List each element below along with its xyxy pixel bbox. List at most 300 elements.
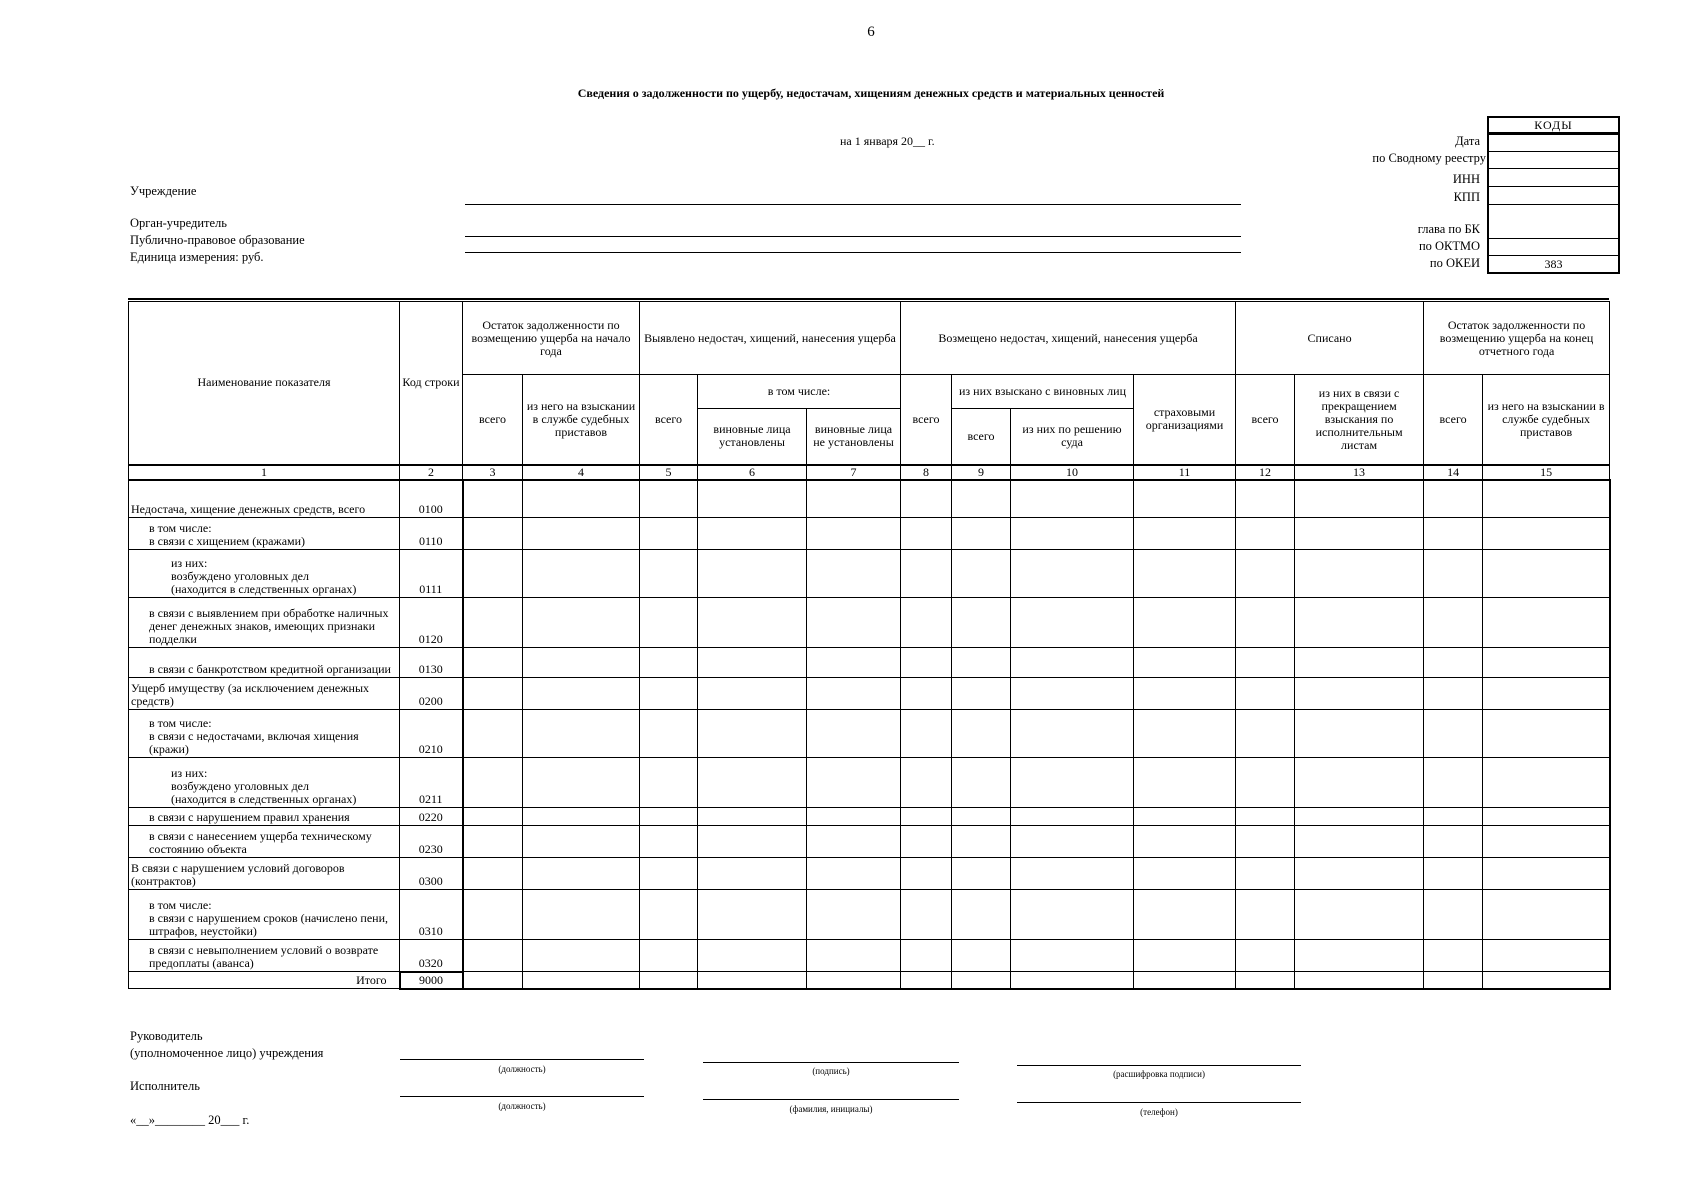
value-cell[interactable] [1483,890,1610,940]
value-cell[interactable] [640,972,698,989]
row-code: 0110 [400,518,463,550]
value-cell[interactable] [952,826,1011,858]
value-cell[interactable] [1134,890,1236,940]
value-cell[interactable] [1011,940,1134,972]
value-cell[interactable] [523,758,640,808]
value-cell[interactable] [1011,808,1134,826]
head-signature-line[interactable] [703,1062,959,1063]
code-date-label: Дата [1455,134,1480,148]
founder-label: Орган-учредитель [130,216,227,230]
value-cell[interactable] [807,808,901,826]
value-cell[interactable] [698,972,807,989]
value-cell[interactable] [640,678,698,710]
value-cell[interactable] [901,480,952,518]
value-cell[interactable] [1236,972,1295,989]
codes-header: КОДЫ [1487,116,1620,133]
value-cell[interactable] [1295,940,1424,972]
value-cell[interactable] [1424,890,1483,940]
header-writs: из них в связи с прекращением взыскания по исполнительным листам [1295,375,1424,465]
value-cell[interactable] [1424,858,1483,890]
value-cell[interactable] [1483,710,1610,758]
value-cell[interactable] [1134,758,1236,808]
header-compensated: Возмещено недостач, хищений, нанесения ущерба [901,302,1236,375]
value-cell[interactable] [463,710,523,758]
row-code: 0300 [400,858,463,890]
row-name: В связи с нарушением условий договоров (контрактов) [129,858,400,890]
value-cell[interactable] [1011,972,1134,989]
table-row [129,710,1610,758]
row-name: в связи с невыполнением условий о возврате предоплаты (аванса) [129,940,400,972]
value-cell[interactable] [463,550,523,598]
value-cell[interactable] [640,808,698,826]
code-kpp-cell [1487,187,1620,205]
table-row [129,808,1610,826]
value-cell[interactable] [463,598,523,648]
row-code: 0100 [400,480,463,518]
value-cell[interactable] [523,972,640,989]
value-cell[interactable] [1483,678,1610,710]
value-cell[interactable] [901,858,952,890]
column-number: 10 [1011,465,1134,480]
value-cell[interactable] [1295,858,1424,890]
value-cell[interactable] [523,598,640,648]
value-cell[interactable] [952,940,1011,972]
value-cell[interactable] [1011,710,1134,758]
code-date-cell [1487,133,1620,152]
value-cell[interactable] [463,890,523,940]
value-cell[interactable] [807,972,901,989]
value-cell[interactable] [807,826,901,858]
value-cell[interactable] [1134,480,1236,518]
value-cell[interactable] [807,758,901,808]
header-closing-bailiffs: из него на взыскании в службе судебных приставов [1483,375,1610,465]
value-cell[interactable] [1011,758,1134,808]
row-name: Итого [129,972,400,989]
value-cell[interactable] [523,678,640,710]
code-registry-label: по Сводному реестру [1372,151,1486,165]
value-cell[interactable] [807,598,901,648]
value-cell[interactable] [1134,826,1236,858]
header-culprits-known: виновные лица установлены [698,409,807,465]
table-body [129,480,1610,989]
value-cell[interactable] [1424,648,1483,678]
value-cell[interactable] [640,758,698,808]
executor-phone-line[interactable] [1017,1102,1301,1103]
executor-position-line[interactable] [400,1096,644,1097]
value-cell[interactable] [901,826,952,858]
value-cell[interactable] [698,858,807,890]
header-name: Наименование показателя [129,302,400,465]
public-entity-label: Публично-правовое образование [130,233,305,247]
value-cell[interactable] [698,648,807,678]
value-cell[interactable] [952,550,1011,598]
column-number: 6 [698,465,807,480]
value-cell[interactable] [523,808,640,826]
value-cell[interactable] [1295,598,1424,648]
value-cell[interactable] [1295,826,1424,858]
executor-name-caption: (фамилия, инициалы) [789,1104,873,1114]
value-cell[interactable] [698,710,807,758]
value-cell[interactable] [1236,518,1295,550]
code-bk-label: глава по БК [1417,222,1480,236]
head-signature-caption: (подпись) [812,1066,850,1076]
table-row [129,678,1610,710]
column-number: 15 [1483,465,1610,480]
value-cell[interactable] [640,858,698,890]
value-cell[interactable] [463,972,523,989]
column-number: 11 [1134,465,1236,480]
head-position-line[interactable] [400,1059,644,1060]
value-cell[interactable] [1134,710,1236,758]
value-cell[interactable] [1236,858,1295,890]
value-cell[interactable] [1134,518,1236,550]
row-code: 0200 [400,678,463,710]
row-code: 9000 [400,972,463,989]
row-code: 0111 [400,550,463,598]
value-cell[interactable] [698,550,807,598]
value-cell[interactable] [640,598,698,648]
value-cell[interactable] [1483,480,1610,518]
value-cell[interactable] [1134,808,1236,826]
value-cell[interactable] [640,940,698,972]
value-cell[interactable] [1483,940,1610,972]
value-cell[interactable] [1295,890,1424,940]
value-cell[interactable] [640,826,698,858]
header-including: в том числе: [698,375,901,409]
value-cell[interactable] [1424,710,1483,758]
report-date: на 1 января 20__ г. [840,134,935,148]
row-name: из них: возбуждено уголовных дел (находится в следственных органах) [129,550,400,598]
value-cell[interactable] [901,550,952,598]
column-number: 7 [807,465,901,480]
value-cell[interactable] [1424,826,1483,858]
header-code: Код строки [400,302,463,465]
value-cell[interactable] [1134,678,1236,710]
value-cell[interactable] [698,598,807,648]
value-cell[interactable] [463,518,523,550]
value-cell[interactable] [1011,518,1134,550]
value-cell[interactable] [1483,808,1610,826]
unit-label: Единица измерения: руб. [130,250,264,264]
row-name: в том числе: в связи с недостачами, включая хищения (кражи) [129,710,400,758]
row-code: 0210 [400,710,463,758]
value-cell[interactable] [901,598,952,648]
table-row [129,890,1610,940]
header-written-off: Списано [1236,302,1424,375]
value-cell[interactable] [640,480,698,518]
value-cell[interactable] [901,518,952,550]
row-code: 0220 [400,808,463,826]
institution-line [465,204,1241,205]
value-cell[interactable] [1483,826,1610,858]
value-cell[interactable] [640,518,698,550]
executor-label: Исполнитель [130,1079,200,1093]
institution-label: Учреждение [130,184,197,198]
value-cell[interactable] [1483,858,1610,890]
signature-date: «__»________ 20___ г. [130,1113,250,1127]
value-cell[interactable] [901,648,952,678]
row-name: в том числе: в связи с хищением (кражами) [129,518,400,550]
value-cell[interactable] [1424,480,1483,518]
value-cell[interactable] [807,710,901,758]
value-cell[interactable] [523,890,640,940]
row-name: в связи с нанесением ущерба техническому состоянию объекта [129,826,400,858]
value-cell[interactable] [1011,890,1134,940]
head-decoding-line[interactable] [1017,1065,1301,1066]
value-cell[interactable] [952,648,1011,678]
value-cell[interactable] [1011,858,1134,890]
value-cell[interactable] [1295,808,1424,826]
row-code: 0320 [400,940,463,972]
value-cell[interactable] [1011,480,1134,518]
code-oktmo-cell [1487,239,1620,256]
value-cell[interactable] [952,710,1011,758]
value-cell[interactable] [463,678,523,710]
value-cell[interactable] [698,758,807,808]
value-cell[interactable] [807,648,901,678]
value-cell[interactable] [901,678,952,710]
value-cell[interactable] [1295,518,1424,550]
table-row [129,758,1610,808]
value-cell[interactable] [1236,480,1295,518]
value-cell[interactable] [901,710,952,758]
value-cell[interactable] [1483,518,1610,550]
code-inn-label: ИНН [1452,172,1480,186]
value-cell[interactable] [1011,648,1134,678]
debt-table [128,301,1611,990]
code-kpp-label: КПП [1453,190,1480,204]
value-cell[interactable] [807,480,901,518]
value-cell[interactable] [463,940,523,972]
value-cell[interactable] [1295,972,1424,989]
value-cell[interactable] [463,758,523,808]
value-cell[interactable] [1011,550,1134,598]
head-position-caption: (должность) [498,1064,546,1074]
value-cell[interactable] [1295,648,1424,678]
value-cell[interactable] [698,940,807,972]
value-cell[interactable] [698,808,807,826]
column-number: 2 [400,465,463,480]
value-cell[interactable] [952,480,1011,518]
code-oktmo-label: по ОКТМО [1418,239,1480,253]
value-cell[interactable] [1424,598,1483,648]
value-cell[interactable] [523,480,640,518]
value-cell[interactable] [1483,648,1610,678]
table-row [129,648,1610,678]
value-cell[interactable] [698,480,807,518]
value-cell[interactable] [952,758,1011,808]
value-cell[interactable] [1011,598,1134,648]
column-number: 12 [1236,465,1295,480]
executor-name-line[interactable] [703,1099,959,1100]
header-opening-bailiffs: из него на взыскании в службе судебных приставов [523,375,640,465]
value-cell[interactable] [952,598,1011,648]
table-row [129,826,1610,858]
value-cell[interactable] [463,826,523,858]
header-culprits-total: всего [952,409,1011,465]
row-name: в связи с выявлением при обработке наличных денег денежных знаков, имеющих признаки подделки [129,598,400,648]
value-cell[interactable] [901,758,952,808]
value-cell[interactable] [1236,758,1295,808]
value-cell[interactable] [1295,758,1424,808]
column-number: 8 [901,465,952,480]
header-identified: Выявлено недостач, хищений, нанесения ущерба [640,302,901,375]
header-closing: Остаток задолженности по возмещению ущерба на конец отчетного года [1424,302,1610,375]
value-cell[interactable] [640,890,698,940]
row-name: Недостача, хищение денежных средств, всего [129,480,400,518]
table-row [129,598,1610,648]
value-cell[interactable] [523,518,640,550]
code-bk-cell [1487,205,1620,239]
value-cell[interactable] [698,678,807,710]
value-cell[interactable] [1236,826,1295,858]
executor-phone-caption: (телефон) [1140,1107,1178,1117]
value-cell[interactable] [952,518,1011,550]
table-row [129,972,1610,989]
value-cell[interactable] [523,858,640,890]
value-cell[interactable] [952,858,1011,890]
head-decoding-caption: (расшифровка подписи) [1113,1069,1205,1079]
value-cell[interactable] [807,518,901,550]
row-name: в связи с банкротством кредитной организации [129,648,400,678]
value-cell[interactable] [807,940,901,972]
value-cell[interactable] [698,890,807,940]
value-cell[interactable] [1236,678,1295,710]
column-number: 4 [523,465,640,480]
table-top-rule [128,298,1609,300]
page-number: 6 [867,24,875,40]
value-cell[interactable] [1011,678,1134,710]
value-cell[interactable] [1295,710,1424,758]
value-cell[interactable] [1236,808,1295,826]
column-number: 13 [1295,465,1424,480]
value-cell[interactable] [901,972,952,989]
row-code: 0230 [400,826,463,858]
value-cell[interactable] [901,940,952,972]
column-number: 14 [1424,465,1483,480]
table-row [129,858,1610,890]
value-cell[interactable] [1236,648,1295,678]
value-cell[interactable] [1011,826,1134,858]
founder-line [465,236,1241,237]
value-cell[interactable] [1134,550,1236,598]
value-cell[interactable] [807,678,901,710]
row-code: 0211 [400,758,463,808]
value-cell[interactable] [1134,598,1236,648]
header-opening: Остаток задолженности по возмещению ущерба на начало года [463,302,640,375]
header-opening-total: всего [463,375,523,465]
value-cell[interactable] [1483,550,1610,598]
value-cell[interactable] [1134,648,1236,678]
column-number: 5 [640,465,698,480]
table-row [129,550,1610,598]
executor-position-caption: (должность) [498,1101,546,1111]
row-name: из них: возбуждено уголовных дел (находится в следственных органах) [129,758,400,808]
header-culprits-unknown: виновные лица не установлены [807,409,901,465]
value-cell[interactable] [1134,858,1236,890]
value-cell[interactable] [463,858,523,890]
value-cell[interactable] [640,550,698,598]
value-cell[interactable] [640,710,698,758]
value-cell[interactable] [1424,940,1483,972]
value-cell[interactable] [523,648,640,678]
value-cell[interactable] [807,550,901,598]
row-name: Ущерб имуществу (за исключением денежных средств) [129,678,400,710]
value-cell[interactable] [1236,598,1295,648]
value-cell[interactable] [901,890,952,940]
row-code: 0120 [400,598,463,648]
value-cell[interactable] [807,890,901,940]
value-cell[interactable] [1424,678,1483,710]
value-cell[interactable] [1295,550,1424,598]
value-cell[interactable] [1295,480,1424,518]
header-compensated-total: всего [901,375,952,465]
row-code: 0130 [400,648,463,678]
value-cell[interactable] [523,550,640,598]
value-cell[interactable] [523,826,640,858]
value-cell[interactable] [463,648,523,678]
value-cell[interactable] [1483,758,1610,808]
value-cell[interactable] [640,648,698,678]
value-cell[interactable] [1236,890,1295,940]
value-cell[interactable] [1424,808,1483,826]
value-cell[interactable] [463,808,523,826]
row-code: 0310 [400,890,463,940]
header-identified-total: всего [640,375,698,465]
row-name: в том числе: в связи с нарушением сроков (начислено пени, штрафов, неустойки) [129,890,400,940]
column-number: 9 [952,465,1011,480]
value-cell[interactable] [952,808,1011,826]
code-okei-label: по ОКЕИ [1429,256,1480,270]
value-cell[interactable] [1236,550,1295,598]
value-cell[interactable] [1236,710,1295,758]
header-by-court: из них по решению суда [1011,409,1134,465]
code-registry-cell [1487,151,1620,169]
value-cell[interactable] [1483,598,1610,648]
header-closing-total: всего [1424,375,1483,465]
value-cell[interactable] [1134,940,1236,972]
value-cell[interactable] [698,826,807,858]
value-cell[interactable] [952,972,1011,989]
public-entity-line [465,252,1241,253]
code-okei-cell: 383 [1487,256,1620,274]
value-cell[interactable] [1424,758,1483,808]
table-row [129,940,1610,972]
value-cell[interactable] [523,940,640,972]
value-cell[interactable] [1424,518,1483,550]
value-cell[interactable] [1134,972,1236,989]
value-cell[interactable] [463,480,523,518]
value-cell[interactable] [1236,940,1295,972]
value-cell[interactable] [1483,972,1610,989]
value-cell[interactable] [523,710,640,758]
value-cell[interactable] [901,808,952,826]
value-cell[interactable] [1295,678,1424,710]
row-name: в связи с нарушением правил хранения [129,808,400,826]
value-cell[interactable] [1424,972,1483,989]
document-title: Сведения о задолженности по ущербу, недостачам, хищениям денежных средств и материальных ценностей [577,86,1165,100]
table-row [129,518,1610,550]
value-cell[interactable] [952,890,1011,940]
value-cell[interactable] [807,858,901,890]
value-cell[interactable] [1424,550,1483,598]
header-insurers: страховыми организациями [1134,375,1236,465]
header-from-culprits: из них взыскано с виновных лиц [952,375,1134,409]
value-cell[interactable] [952,678,1011,710]
table-row [129,480,1610,518]
column-number: 1 [129,465,400,480]
value-cell[interactable] [698,518,807,550]
